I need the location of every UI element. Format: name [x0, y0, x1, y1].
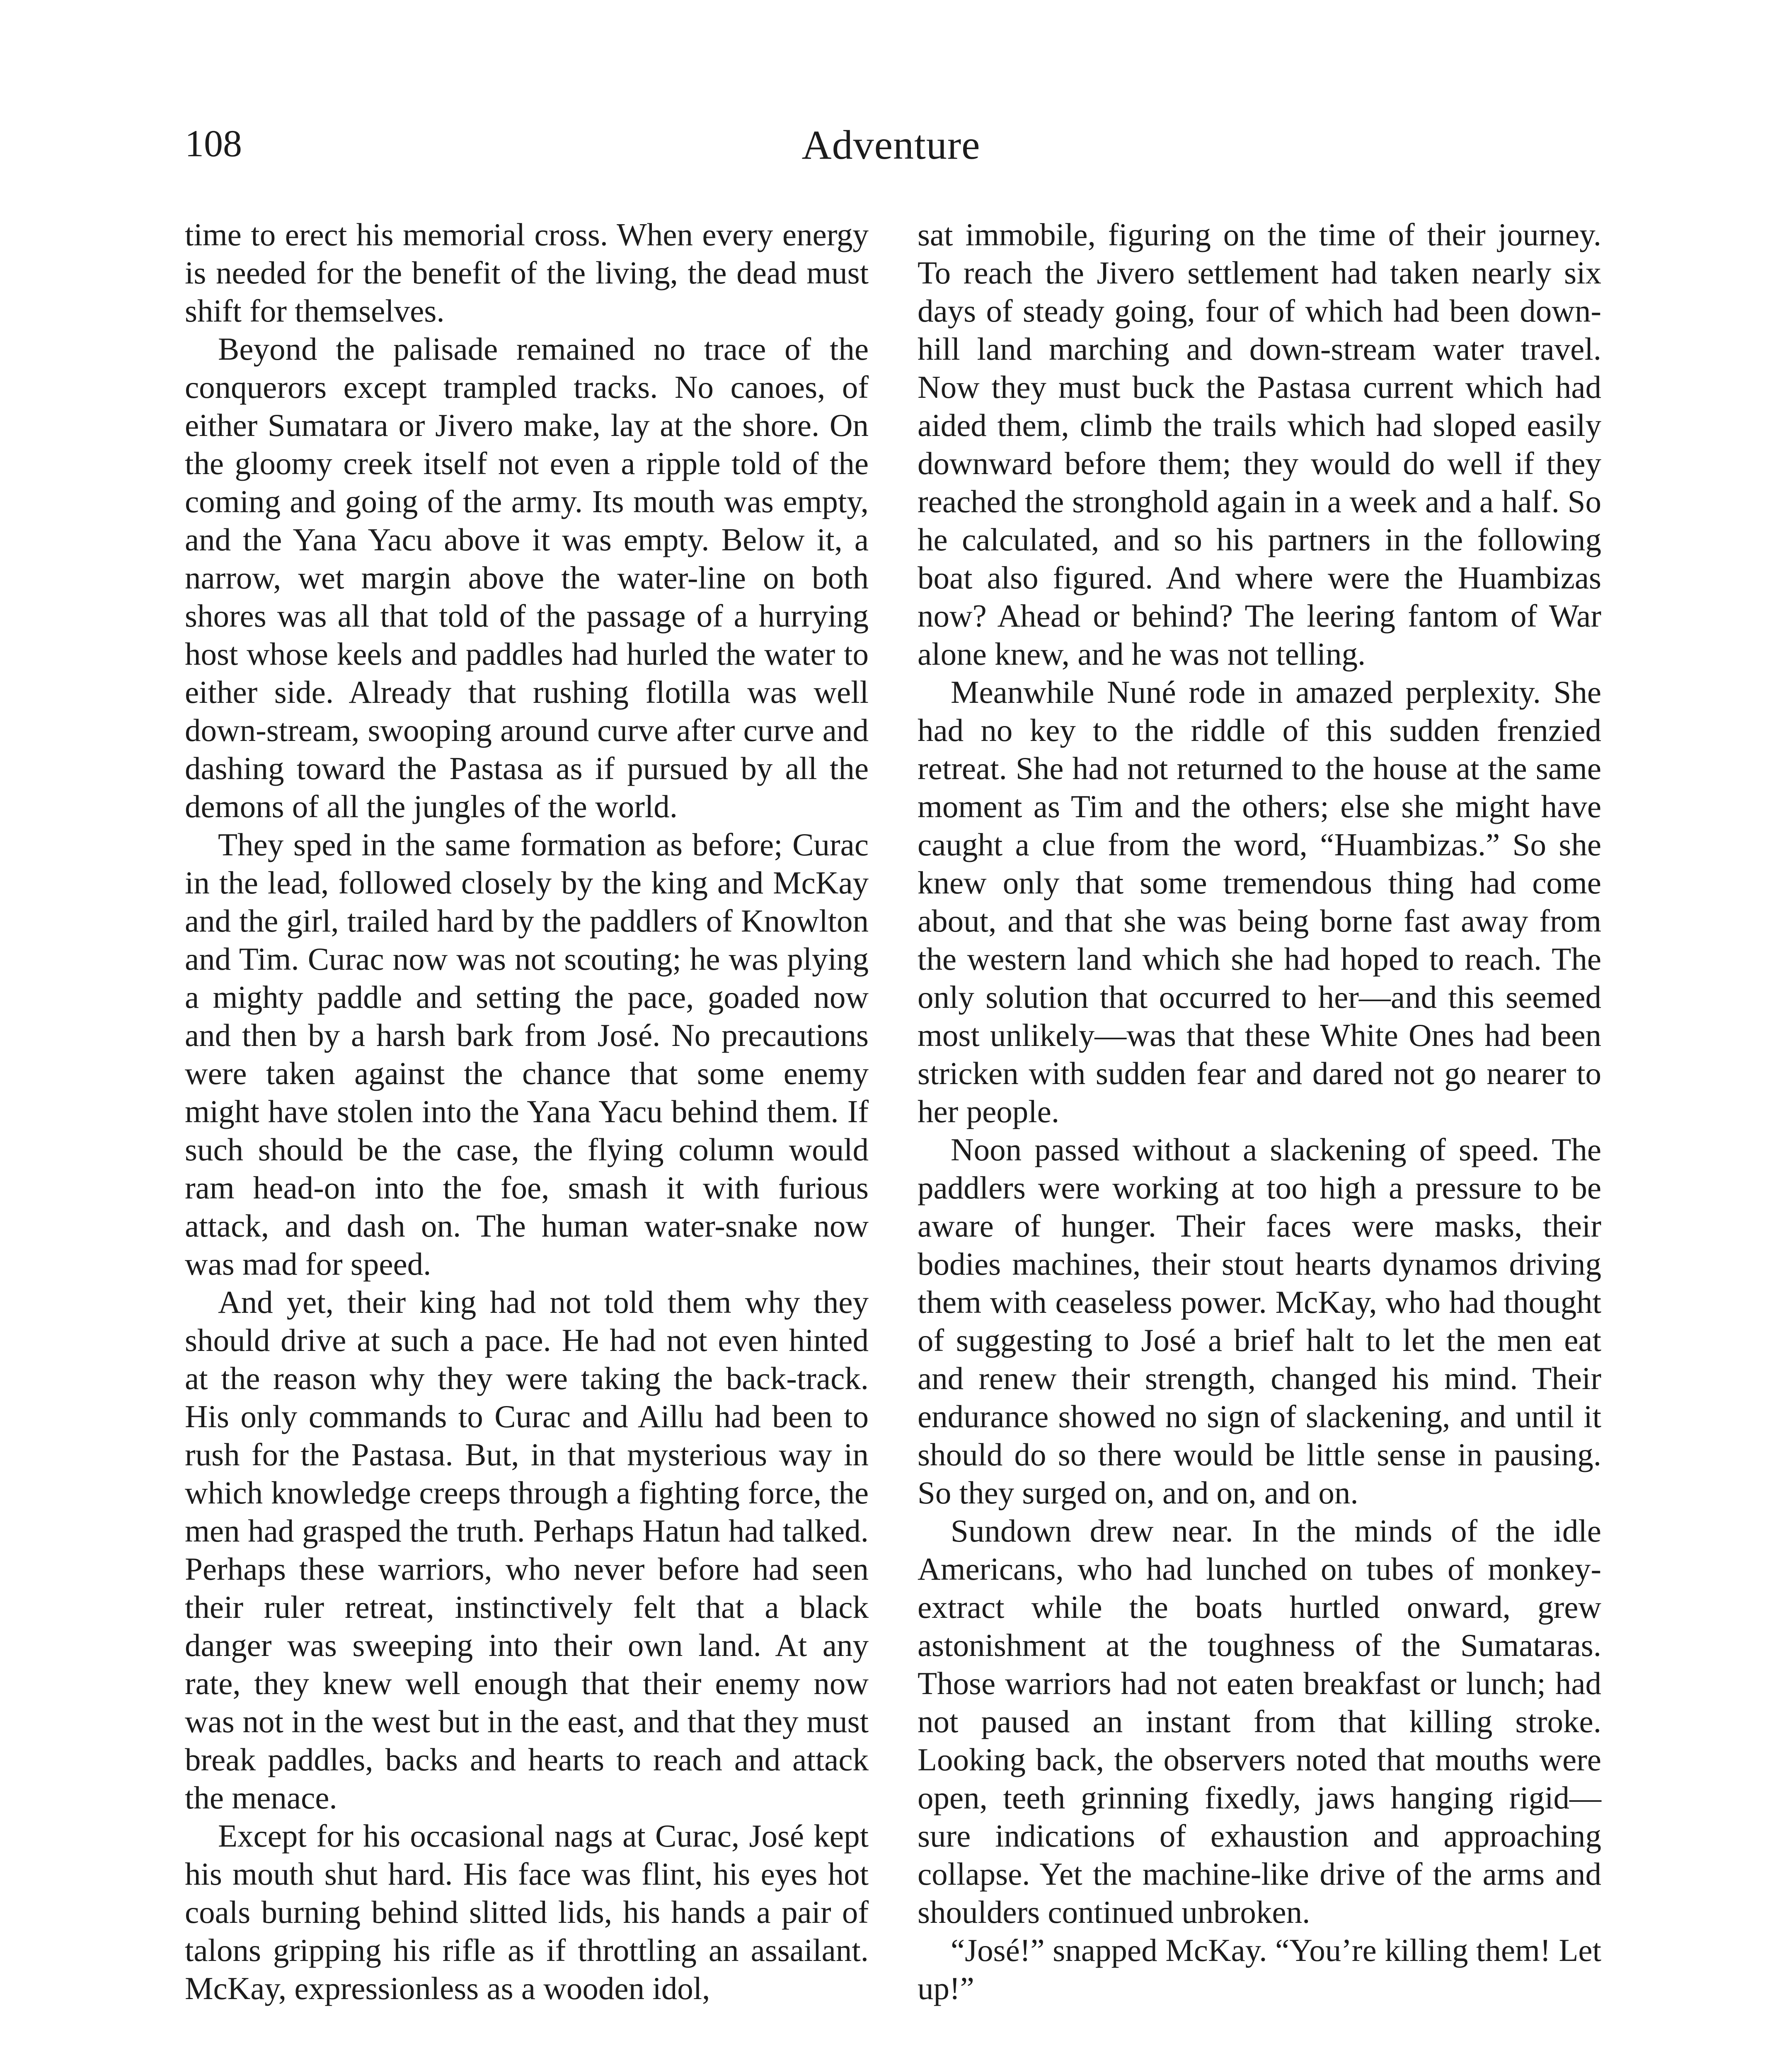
- paragraph: Except for his occasional nags at Curac, José kept his mouth shut hard. His face was flint, his eyes hot coals burning behind slitted lids, his hands a pair of talons gripping his rifle as if throttling an assailant. McKay, expressionless as a wooden idol,: [185, 1818, 869, 2006]
- paragraph: “José!” snapped McKay. “You’re killing them! Let up!”: [918, 1932, 1601, 2006]
- paragraph: They sped in the same formation as before; Curac in the lead, followed closely by the king and McKay and the girl, trailed hard by the paddlers of Knowlton and Tim. Curac now was not scouting; he was plying a mighty paddle and setting the pace, goaded now and then by a harsh bark from José. No precautions were taken against the chance that some enemy might have stolen into the Yana Yacu behind them. If such should be the case, the flying column would ram head-on into the foe, smash it with furious attack, and dash on. The human water-snake now was mad for speed.: [185, 827, 869, 1282]
- paragraph: Noon passed without a slackening of speed. The paddlers were working at too high a pressure to be aware of hunger. Their faces were masks, their bodies machines, their stout hearts dynamos driving them with ceaseless power. McKay, who had thought of suggesting to José a brief halt to let the men eat and renew their strength, changed his mind. Their endurance showed no sign of slackening, and until it should do so there would be little sense in pausing. So they surged on, and on, and on.: [918, 1132, 1601, 1510]
- right-column: [918, 215, 1601, 2007]
- paragraph: sat immobile, figuring on the time of their journey. To reach the Jivero settlement had taken nearly six days of steady going, four of which had been down-hill land marching and down-stream water travel. Now they must buck the Pastasa current which had aided them, climb the trails which had sloped easily downward before them; they would do well if they reached the stronghold again in a week and a half. So he calculated, and so his partners in the following boat also figured. And where were the Huambizas now? Ahead or behind? The leering fantom of War alone knew, and he was not telling.: [918, 217, 1601, 672]
- paragraph: Beyond the palisade remained no trace of the conquerors except trampled tracks. No canoes, of either Sumatara or Jivero make, lay at the shore. On the gloomy creek itself not even a ripple told of the coming and going of the army. Its mouth was empty, and the Yana Yacu above it was empty. Below it, a narrow, wet margin above the water-line on both shores was all that told of the passage of a hurrying host whose keels and paddles had hurled the water to either side. Already that rushing flotilla was well down-stream, swooping around curve after curve and dashing toward the Pastasa as if pursued by all the demons of all the jungles of the world.: [185, 331, 869, 824]
- running-head: Adventure: [801, 122, 981, 168]
- paragraph: time to erect his memorial cross. When every energy is needed for the benefit of the living, the dead must shift for themselves.: [185, 217, 869, 329]
- left-column: [185, 215, 869, 2007]
- paragraph: And yet, their king had not told them why they should drive at such a pace. He had not even hinted at the reason why they were taking the back-track. His only commands to Curac and Aillu had been to rush for the Pastasa. But, in that mysterious way in which knowledge creeps through a fighting force, the men had grasped the truth. Perhaps Hatun had talked. Perhaps these warriors, who never before had seen their ruler retreat, instinctively felt that a black danger was sweeping into their own land. At any rate, they knew well enough that their enemy now was not in the west but in the east, and that they must break paddles, backs and hearts to reach and attack the menace.: [185, 1284, 869, 1815]
- page-number: 108: [185, 122, 242, 165]
- paragraph: Sundown drew near. In the minds of the idle Americans, who had lunched on tubes of monkey-extract while the boats hurtled onward, grew astonishment at the toughness of the Sumataras. Those warriors had not eaten breakfast or lunch; had not paused an instant from that killing stroke. Looking back, the observers noted that mouths were open, teeth grinning fixedly, jaws hanging rigid—sure indications of exhaustion and approaching collapse. Yet the machine-like drive of the arms and shoulders continued unbroken.: [918, 1513, 1601, 1930]
- paragraph: Meanwhile Nuné rode in amazed perplexity. She had no key to the riddle of this sudden frenzied retreat. She had not returned to the house at the same moment as Tim and the others; else she might have caught a clue from the word, “Huambizas.” So she knew only that some tremendous thing had come about, and that she was being borne fast away from the western land which she had hoped to reach. The only solution that occurred to her—and this seemed most unlikely—was that these White Ones had been stricken with sudden fear and dared not go nearer to her people.: [918, 674, 1601, 1129]
